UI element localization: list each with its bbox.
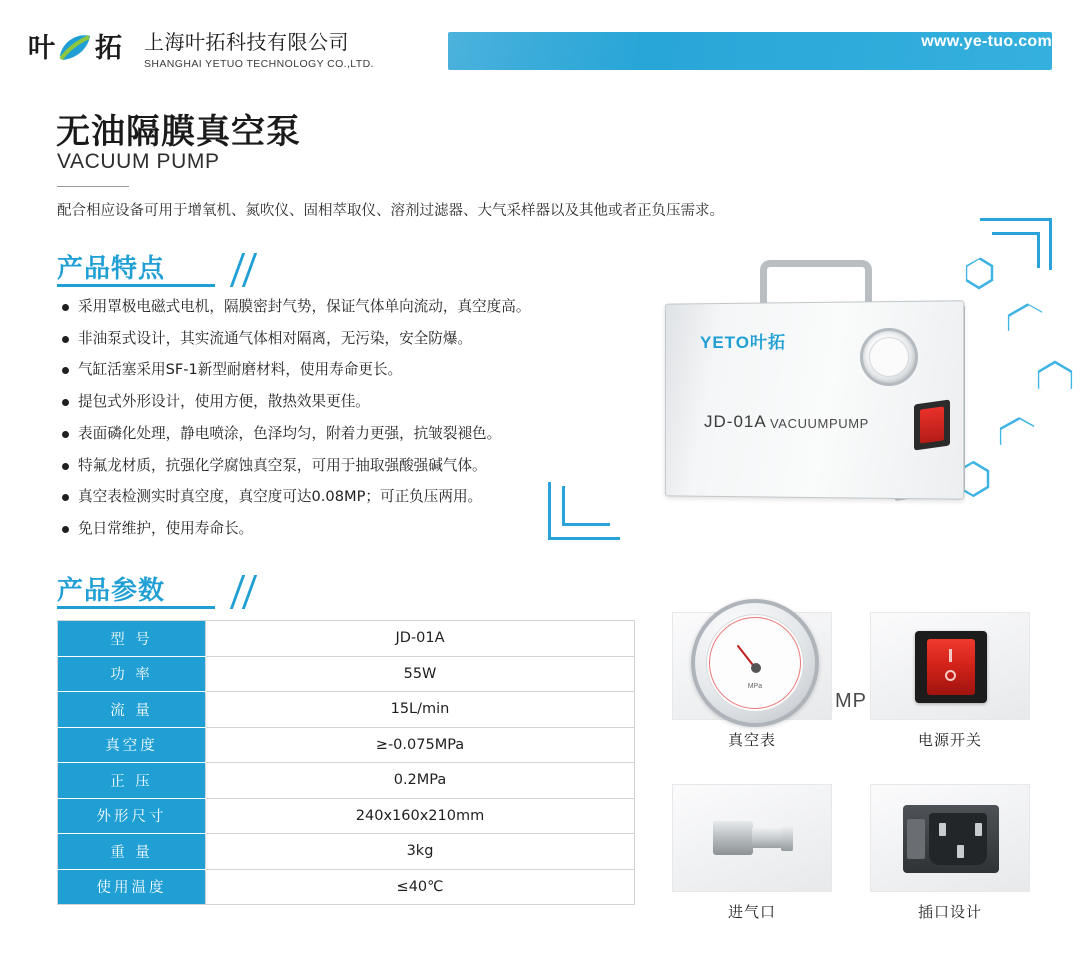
decor-bracket-top-right-inner [992,232,1040,268]
logo-mark [28,26,134,70]
param-key: 功 率 [58,656,206,692]
pump-power-switch[interactable] [914,399,950,450]
param-value: ≥-0.075MPa [206,727,635,763]
feature-text: 真空表检测实时真空度，真空度可达0.08MP；可正负压两用。 [78,488,483,506]
feature-text: 非油泵式设计，其实流通气体相对隔离，无污染，安全防爆。 [78,329,473,347]
section-heading-parameters [57,570,165,606]
bullet-icon [62,367,69,374]
feature-list [62,298,622,552]
vacuum-pump-illustration [642,250,992,510]
param-value: ≤40℃ [206,869,635,905]
list-item [62,330,622,348]
list-item [62,520,622,538]
feature-text: 采用罩极电磁式电机，隔膜密封气势，保证气体单向流动，真空度高。 [78,298,531,315]
pump-model-label: JD-01A [704,412,767,431]
table-row [58,834,635,870]
accessory-item-switch [870,612,1030,750]
section-heading-features-label: 产品特点 [57,254,166,284]
accessory-photo [672,784,832,892]
table-row [58,869,635,905]
inlet-hex-nut [713,821,753,855]
accessory-item-socket [870,784,1030,922]
title-divider [57,186,129,187]
table-row [58,692,635,728]
product-photo-area [540,210,1080,550]
list-item [62,361,622,379]
bullet-icon [62,526,69,533]
accessory-caption: 电源开关 [917,731,982,749]
section-heading-features [57,248,165,284]
decor-bracket-bottom-left-inner [562,486,610,526]
param-key: 外形尺寸 [58,798,206,834]
hexagon-icon [1036,360,1074,398]
air-inlet-icon [713,821,793,855]
website-url: www.ye-tuo.com [921,33,1052,50]
param-key: 真空度 [58,727,206,763]
page-title-cn: 无油隔膜真空泵 [56,112,301,152]
bullet-icon [62,494,69,501]
power-socket-icon [903,805,999,873]
accessory-caption: 插口设计 [917,903,982,921]
company-logo [28,26,374,70]
table-row [58,798,635,834]
param-key: 重 量 [58,834,206,870]
param-value: JD-01A [206,621,635,657]
bullet-icon [62,431,69,438]
socket-pin [975,823,982,836]
socket-pin [939,823,946,836]
background-text: MP [835,690,867,712]
table-row [58,656,635,692]
param-value: 240x160x210mm [206,798,635,834]
page-title-en: VACUUM PUMP [57,150,220,173]
feature-text: 特氟龙材质，抗强化学腐蚀真空泵，可用于抽取强酸强碱气体。 [78,456,487,474]
list-item [62,298,622,316]
list-item [62,425,622,443]
pump-gauge-icon [860,328,918,386]
table-row [58,727,635,763]
feature-text: 表面磷化处理，静电喷涂，色泽均匀，附着力更强，抗皱裂褪色。 [78,424,502,442]
switch-on-mark [949,649,952,662]
param-value: 15L/min [206,692,635,728]
accessory-item-gauge [672,612,867,750]
logo-char-right: 拓 [95,32,122,64]
bullet-icon [62,463,69,470]
pump-brand-label: YETO叶拓 [700,333,786,352]
accessory-caption: 进气口 [727,903,776,921]
socket-pin [957,845,964,858]
gauge-hub [751,663,761,673]
param-key: 使用温度 [58,869,206,905]
param-key: 型 号 [58,621,206,657]
pump-handle [760,260,872,304]
section-underline [57,606,215,609]
company-name-en: SHANGHAI YETUO TECHNOLOGY CO.,LTD. [144,58,374,70]
param-value: 55W [206,656,635,692]
gauge-face [869,337,909,377]
accessory-photo [672,612,867,720]
page-description: 配合相应设备可用于增氧机、氮吹仪、固相萃取仪、溶剂过滤器、大气采样器以及其他或者正负压需求。 [57,203,724,219]
section-heading-parameters-label: 产品参数 [57,576,166,606]
leaf-icon [58,33,92,63]
inlet-tip [781,825,793,851]
bullet-icon [62,304,69,311]
section-underline [57,284,215,287]
table-row [58,621,635,657]
company-name-cn: 上海叶拓科技有限公司 [144,30,349,54]
hexagon-icon [1006,302,1044,340]
switch-off-mark [945,670,956,681]
parameter-table [57,620,635,905]
list-item [62,488,622,506]
logo-char-left: 叶 [28,32,55,64]
rocker-icon [927,639,975,695]
list-item [62,393,622,411]
accessory-photo [870,612,1030,720]
feature-text: 提包式外形设计，使用方便，散热效果更佳。 [78,393,370,411]
param-key: 正 压 [58,763,206,799]
bullet-icon [62,399,69,406]
table-row [58,763,635,799]
hexagon-icon [998,416,1036,454]
power-switch-icon [915,631,987,703]
param-value: 0.2MPa [206,763,635,799]
rocker-icon [920,406,944,443]
feature-text: 免日常维护，使用寿命长。 [78,520,254,538]
company-name-block [144,26,374,70]
accessory-photo [870,784,1030,892]
page-header [0,24,1080,74]
gauge-unit-label: MPa [747,683,763,690]
param-value: 3kg [206,834,635,870]
pressure-gauge-icon [691,599,819,727]
socket-label-plate [907,819,925,859]
bullet-icon [62,336,69,343]
pump-model-label-en: VACUUMPUMP [770,416,869,431]
param-key: 流 量 [58,692,206,728]
accessory-caption: 真空表 [727,731,776,749]
feature-text: 气缸活塞采用SF-1新型耐磨材料，使用寿命更长。 [78,361,403,379]
list-item [62,457,622,475]
accessory-item-inlet [672,784,832,922]
